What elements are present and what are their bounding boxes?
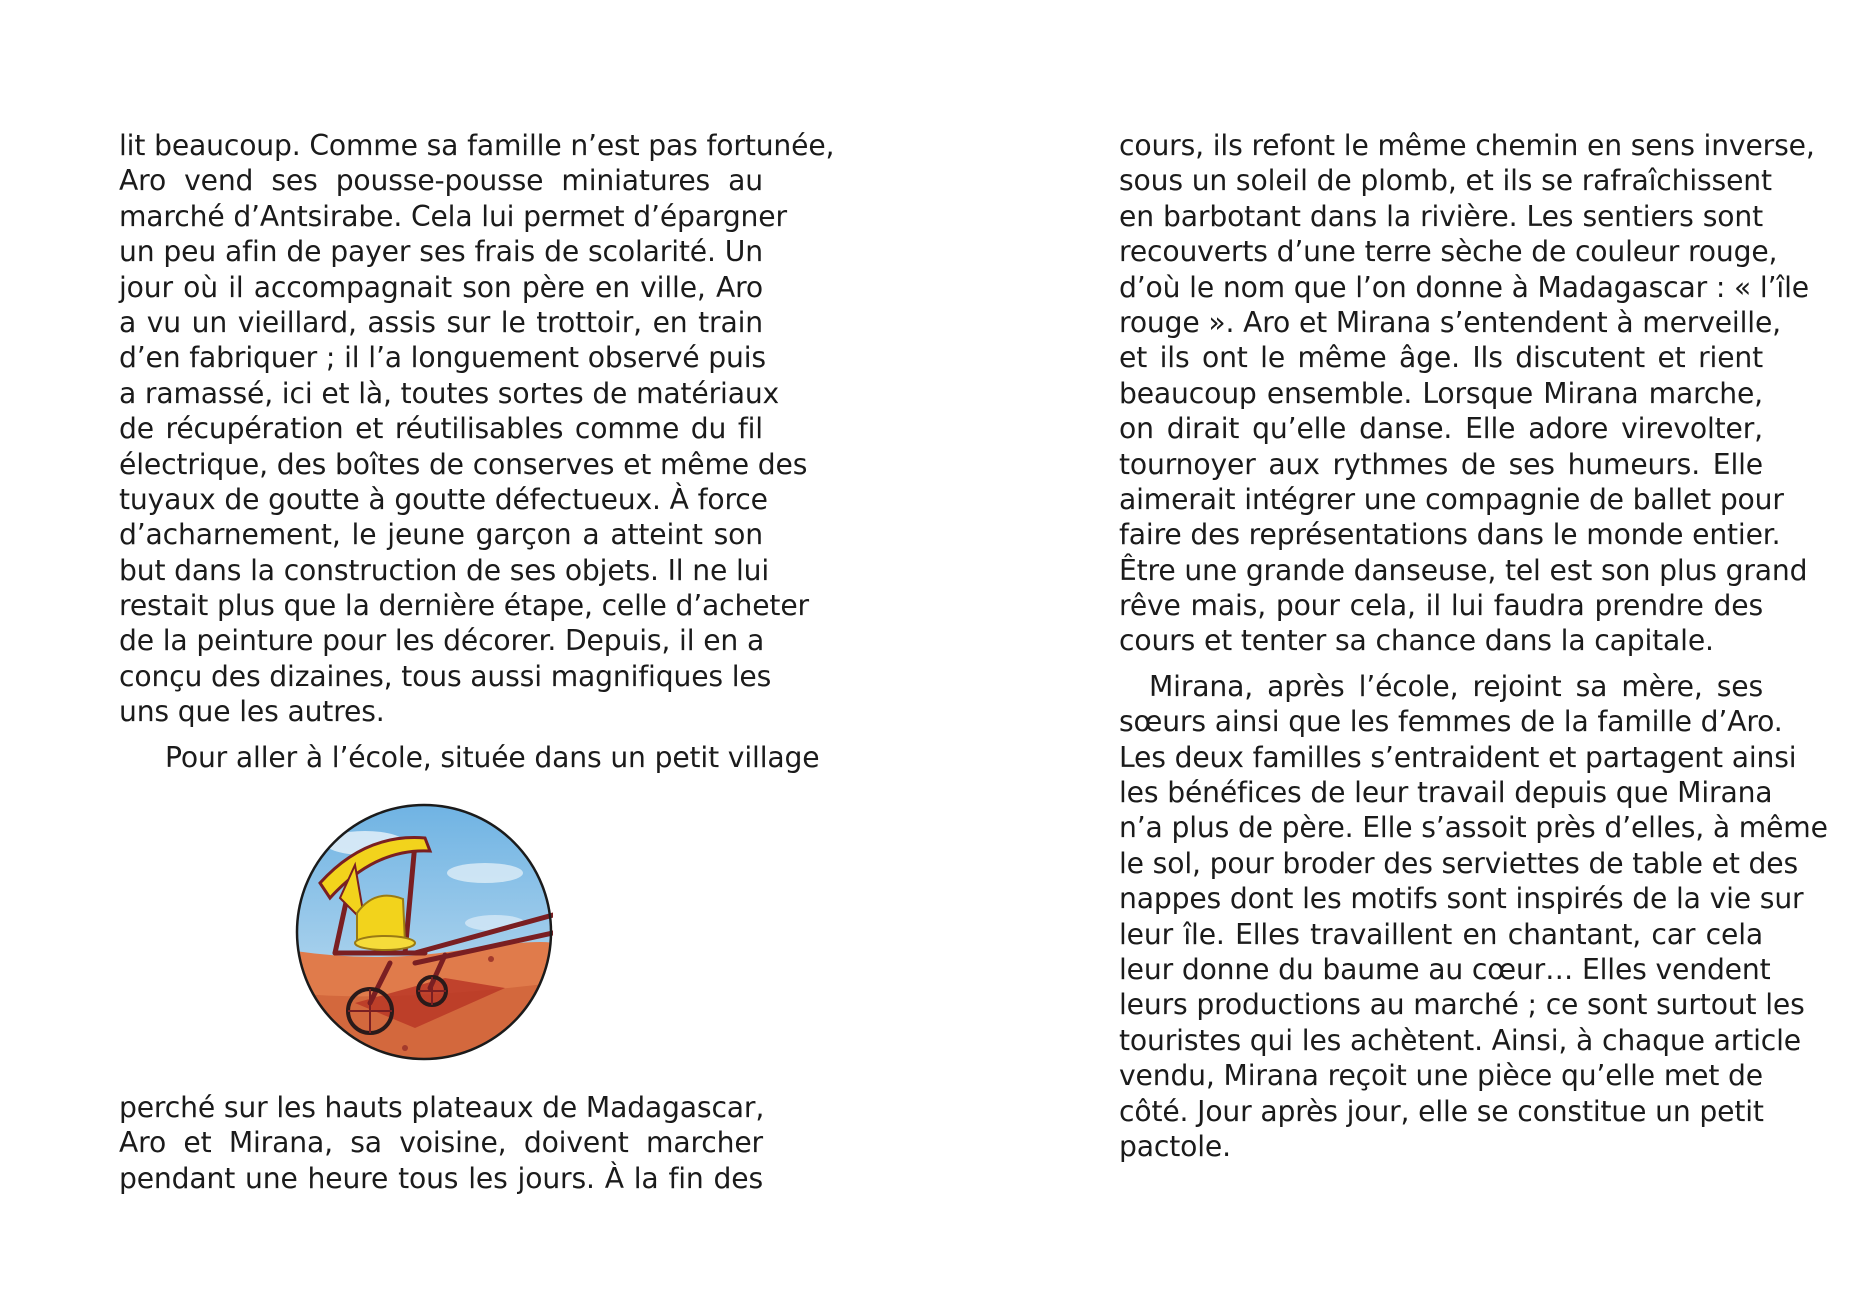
text-line: conçu des dizaines, tous aussi magnifiques les (119, 659, 772, 693)
text-line: faire des représentations dans le monde entier. (1119, 518, 1781, 552)
text-line: de récupération et réutilisables comme du fil (119, 412, 763, 446)
text-line: lit beaucoup. Comme sa famille n’est pas fortunée, (119, 129, 835, 162)
text-line: perché sur les hauts plateaux de Madagascar, (119, 1091, 765, 1124)
text-line: tuyaux de goutte à goutte défectueux. À force (119, 482, 768, 516)
text-line: côté. Jour après jour, elle se constitue un petit (1119, 1094, 1764, 1128)
text-line: et ils ont le même âge. Ils discutent et rient (1119, 341, 1763, 375)
text-line: beaucoup ensemble. Lorsque Mirana marche, (1119, 376, 1763, 410)
pousse-pousse-illustration (295, 803, 553, 1061)
text-line: rouge ». Aro et Mirana s’entendent à merveille, (1119, 305, 1781, 339)
text-line: leurs productions au marché ; ce sont surtout les (1119, 988, 1805, 1022)
text-line: cours et tenter sa chance dans la capitale. (1119, 624, 1714, 658)
text-line: restait plus que la dernière étape, celle d’acheter (119, 589, 809, 623)
text-line: uns que les autres. (119, 695, 385, 729)
text-line: Pour aller à l’école, située dans un petit village (165, 740, 820, 774)
text-line: d’où le nom que l’on donne à Madagascar : « l’île (1119, 270, 1809, 304)
text-line: le sol, pour broder des serviettes de table et des (1119, 846, 1799, 880)
text-line: recouverts d’une terre sèche de couleur rouge, (1119, 235, 1778, 269)
text-line: a ramassé, ici et là, toutes sortes de matériaux (119, 376, 780, 410)
left-page-text-top (119, 128, 835, 775)
text-line: pactole. (1119, 1129, 1231, 1163)
text-line: les bénéfices de leur travail depuis que Mirana (1119, 776, 1773, 810)
text-line: de la peinture pour les décorer. Depuis, il en a (119, 624, 765, 658)
text-line: pendant une heure tous les jours. À la fin des (119, 1161, 763, 1195)
text-line: Aro et Mirana, sa voisine, doivent marcher (119, 1126, 763, 1160)
text-line: un peu afin de payer ses frais de scolarité. Un (119, 235, 763, 269)
left-page-text-bottom (119, 1090, 763, 1196)
text-line: Aro vend ses pousse-pousse miniatures au (119, 164, 763, 198)
text-line: on dirait qu’elle danse. Elle adore virevolter, (1119, 412, 1763, 446)
text-line: en barbotant dans la rivière. Les sentiers sont (1119, 199, 1763, 233)
text-line: n’a plus de père. Elle s’assoit près d’elles, à même (1119, 811, 1828, 845)
text-line: marché d’Antsirabe. Cela lui permet d’épargner (119, 199, 787, 233)
text-line: d’acharnement, le jeune garçon a atteint son (119, 518, 763, 552)
text-line: électrique, des boîtes de conserves et même des (119, 447, 808, 481)
text-line: a vu un vieillard, assis sur le trottoir, en train (119, 305, 763, 339)
text-line: aimerait intégrer une compagnie de ballet pour (1119, 482, 1784, 516)
text-line: touristes qui les achètent. Ainsi, à chaque article (1119, 1023, 1801, 1057)
text-line: nappes dont les motifs sont inspirés de la vie sur (1119, 882, 1804, 916)
text-line: Les deux familles s’entraident et partagent ainsi (1119, 740, 1797, 774)
text-line: sœurs ainsi que les femmes de la famille d’Aro. (1119, 705, 1783, 739)
text-line: vendu, Mirana reçoit une pièce qu’elle met de (1119, 1059, 1763, 1093)
text-line: tournoyer aux rythmes de ses humeurs. Elle (1119, 447, 1763, 481)
text-line: Mirana, après l’école, rejoint sa mère, ses (1149, 669, 1763, 703)
text-line: leur île. Elles travaillent en chantant, car cela (1119, 917, 1763, 951)
text-line: d’en fabriquer ; il l’a longuement observé puis (119, 341, 766, 375)
text-line: Être une grande danseuse, tel est son plus grand (1119, 553, 1808, 587)
text-line: cours, ils refont le même chemin en sens inverse, (1119, 129, 1815, 162)
text-line: sous un soleil de plomb, et ils se rafraîchissent (1119, 164, 1772, 198)
right-page-text (1119, 128, 1828, 1164)
text-line: leur donne du baume au cœur… Elles vendent (1119, 952, 1771, 986)
text-line: jour où il accompagnait son père en ville, Aro (119, 270, 763, 304)
text-line: rêve mais, pour cela, il lui faudra prendre des (1119, 589, 1763, 623)
text-line: but dans la construction de ses objets. Il ne lui (119, 553, 770, 587)
